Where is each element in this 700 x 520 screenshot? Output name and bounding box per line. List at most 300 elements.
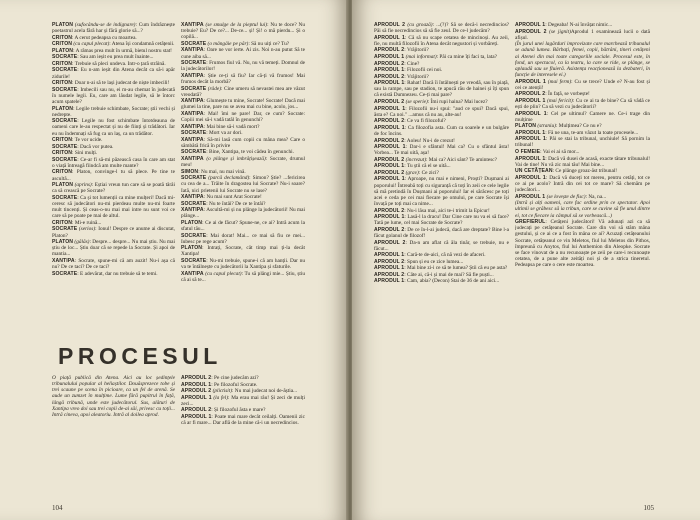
speaker-name: SOCRATE [52, 156, 78, 163]
speaker-name: CRITON [52, 219, 73, 226]
speaker-name: PLATON [181, 219, 203, 226]
line-text: : Cară-te de-aici, că nă vezi de afaceri. [404, 252, 486, 259]
dialogue-line [181, 149, 305, 155]
line-text: : Eștiai vreun tun care să se poată târâi ca să crească pe Socrate? [52, 182, 175, 195]
dialogue-line [515, 123, 650, 129]
dialogue-line [515, 130, 650, 136]
scene-description [52, 375, 175, 503]
dialogue-line [52, 144, 175, 150]
line-text: : Cine? [404, 60, 420, 67]
dialogue-line [515, 168, 650, 174]
line-text: : Mulțimea? Ce nu e? [555, 123, 602, 130]
speaker-name: PLATON [515, 123, 537, 130]
dialogue-line [515, 29, 650, 41]
line-text: : Ce zici? [418, 169, 439, 176]
dialogue-line [374, 214, 509, 226]
line-text: : Simon? Știe? ...fericirea cu cea de a... Trăite în dragostea lui Socrate? Nu-i soare? Iată, nici prietenii lui Socrate nu se lase? [181, 175, 305, 194]
speaker-name: CRITON [52, 34, 73, 41]
speaker-name: APRODUL 1 [374, 144, 406, 151]
speaker-name: APRODUL 2 [374, 22, 406, 28]
dialogue-line [374, 54, 509, 60]
line-text: : Ca și tot lumenții ca mine mulțeri! Dacă mi-ceresc să judecători nu-mi pierdeau multe nu-mi foarte mult tincenți. Și ceas-o-nu mai mai intre nu sunt voi ce care să pe poate pe mai de altul. [52, 194, 175, 220]
speaker-name: APRODUL 1 [515, 129, 546, 136]
line-text: : Că să nu scape cetatea de mincinoși. Au zeii, fie, nu multă filozofii în Atena decât negustori și vorbăreți. [374, 34, 509, 47]
speaker-name: SOCRATE [52, 226, 78, 233]
line-text: : Știe ce-ți să fiu? Iar că-ți vă frumos! Mai frumos decât la morbă? [181, 72, 305, 85]
line-text: : Tu știi că el se uită... [404, 163, 451, 170]
line-text: : Ce-ar fi să-mi păzească casa în care am stat o viață întreagă fiindcă am multe mante? [52, 156, 175, 169]
dialogue-line [52, 80, 175, 86]
speaker-name: APRODUL 1 [374, 278, 405, 285]
speaker-name: SOCRATE [52, 143, 78, 150]
line-text: : Ma erau mai rău! Și zeci de mulți zeci... [181, 394, 305, 407]
speaker-name: APRODUL 2 [374, 137, 405, 144]
dialogue-line [181, 245, 305, 257]
line-text: : Nu-mi trebuie, spune-i că am hanții. Dar nu va te întâlnește cu judecătorii la Xantipa și sfaturile. [181, 257, 305, 271]
line-text: : Cine umeru să nevastei mea are văzut vreodată? [181, 85, 305, 98]
dialogue-line [374, 170, 509, 176]
speaker-name: UN CETĂȚEAN [515, 168, 553, 175]
line-text: : Aoleu! Nu-i de crezut! [404, 137, 455, 144]
line-text: : Păi ca mine îți faci ta, lata? [436, 53, 497, 60]
line-text: : Îmi rupi haina? Mai lucez? [427, 99, 488, 105]
left-column-1 [52, 22, 175, 334]
line-text: : A rămas prea mult în urmă, bietul nostru stat! [73, 47, 172, 54]
line-text: : Păi se stai la tribunal, unchiule! Să pornim la tribunal! [515, 136, 650, 149]
line-text: : Spun și eu ce zice lumea... [404, 258, 464, 265]
speaker-name: SOCRATE [52, 118, 78, 125]
stage-direction: (aprins) [73, 182, 92, 189]
speaker-name: XANTIPA [181, 47, 204, 54]
line-text: : Nu mai sunt Arat Socrate! [203, 194, 262, 201]
line-text: : Socrate, drumul meu! [181, 155, 305, 169]
dialogue-line [181, 60, 305, 72]
page-number-right: 105 [643, 504, 654, 512]
speaker-name: APRODUL 1 [374, 252, 405, 259]
dialogue-line [374, 99, 509, 105]
speaker-name: PLATON [52, 239, 74, 246]
line-text: : Ce ai de făcut? Spune-ne, ce ai? Intră acum la sfatul tău... [181, 219, 305, 233]
line-text: : Ca filozofia asta. Cum ca soarele e un bulgăre de foc încins. [374, 124, 509, 137]
stage-direction: (cu capul plecat) [203, 270, 242, 277]
dialogue-line [374, 125, 509, 137]
speaker-name: APRODUL 1 [181, 381, 212, 388]
dialogue-line [515, 194, 650, 200]
line-text: : Cu ce ai ta de bine? Ca să vădă ce ești de plin? Ca să vezi cu judecătorii? [515, 97, 650, 110]
speaker-name: SOCRATE [181, 60, 207, 67]
speaker-name: XANTIPA [181, 270, 204, 277]
line-text: : Mai ca? Aici sânt? Te amintesc? [425, 156, 497, 163]
line-text: : Ce plânge groaz-ăst tribunal! [552, 168, 618, 175]
line-text: : Dacă vor putea. [77, 143, 114, 150]
dialogue-line [181, 124, 305, 130]
speaker-name: CRITON [52, 60, 73, 67]
line-text: : Frumos fiul vă. Nu, nu vă temeți. Domnul de la judecătorilor! [181, 60, 305, 73]
line-text: : Filozofii cei noi. [404, 67, 443, 74]
dialogue-line [515, 41, 650, 78]
dialogue-line [181, 207, 305, 219]
dialogue-line [52, 169, 175, 181]
dialogue-line [181, 388, 305, 394]
dialogue-line [374, 138, 509, 144]
speaker-name: APRODUL 2 [374, 47, 405, 54]
speaker-name: APRODUL 1 [515, 174, 546, 181]
speaker-name: APRODUL 1 [374, 124, 405, 131]
dialogue-line [181, 86, 305, 98]
line-text: : Pe filozoful Socrate. [211, 381, 258, 388]
dialogue-line [515, 136, 650, 148]
speaker-name: APRODUL 1 [374, 176, 405, 183]
line-text: : Nu mai judecat noi de-ăștia... [232, 388, 298, 395]
speaker-name: XANTIPA [181, 72, 204, 79]
dialogue-line [374, 163, 509, 169]
line-text: : Dacă vă dusei de acasă, exacte tătare tribunalul! Vai de tine! Nu vă zic mai tău! Mai bine... [515, 155, 650, 168]
dialogue-line [52, 48, 175, 54]
dialogue-line [374, 35, 509, 47]
speaker-name: APRODUL 2 [374, 169, 405, 176]
dialogue-line [374, 22, 509, 34]
speaker-name: APRODUL 1 [374, 53, 405, 60]
dialogue-line [374, 240, 509, 252]
line-text: : Glumește tu mine, Socrate! Socrate! Dacă mai glumei la tine, pare nu se avea mai cu bine, acolo, jos... [181, 98, 305, 111]
line-text: : Dar-i e sfântul! Mai ca? Cu o sfântul ăsta! Vorbea... Te mai uită, așa! [374, 144, 509, 157]
dialogue-line [181, 169, 305, 175]
line-text: : Rahat! Dacă îi întâlnești pe vreodă, sau în piață, sau la rampe, sau pe stadion, te apucă rău de hainei și îți spun că există Dumnezeu. Ce-ți mai pare? [374, 80, 509, 99]
line-text: : Trebuie să pleci undeva. Intr-o țară străină. [72, 60, 166, 67]
dialogue-line [52, 239, 175, 257]
dialogue-line [374, 259, 509, 265]
speaker-name: APRODUL 1 [515, 155, 546, 162]
line-text: : Socrate, spune-mi că am auzit! Nu-i așa că nu? De ce taci? De ce taci? [52, 257, 175, 271]
speaker-name: CRITON [52, 169, 73, 176]
dialogue-line [52, 182, 175, 194]
speaker-name: O FEMEIE [515, 149, 541, 156]
stage-direction: (la fel) [211, 394, 229, 401]
speaker-name: APRODUL 1 [374, 67, 405, 74]
line-text: : Legile trebuie schimbate, Socrate; știi vechi și nedrepte. [52, 105, 175, 118]
line-text: : Mai bine zi-i ce să te lumea? Știi că eu pe asta? [404, 265, 508, 272]
dialogue-line [374, 106, 509, 118]
dialogue-line [52, 67, 175, 79]
speaker-name: APRODUL 2 [515, 91, 546, 98]
right-column-2 [515, 22, 650, 488]
speaker-name: APRODUL 2 [374, 207, 405, 214]
stage-direction: (o plânge și imbrățișează) [203, 155, 266, 162]
speaker-name: PLATON [52, 22, 74, 28]
speaker-name: XANTIPA [181, 194, 204, 201]
dialogue-line [181, 73, 305, 85]
speaker-name: APRODUL 2 [515, 28, 547, 35]
speaker-name: SOCRATE [181, 175, 207, 182]
line-text: : Să nu uiți ce? Tu? [248, 40, 290, 47]
dialogue-line [374, 157, 509, 163]
dialogue-line [515, 91, 650, 97]
speaker-name: XANTIPA [181, 207, 204, 214]
stage-direction: (se sperie) [404, 99, 428, 105]
stage-direction: (mai informat) [404, 53, 437, 60]
speaker-name: APRODUL 2 [374, 99, 405, 105]
dialogue-line [181, 382, 305, 388]
line-text: : Nu te doce? Nu trebuie? Eu? De ce?... De-ce... și! Și! o mă pierdu... Și o copilă... [181, 22, 305, 41]
line-text: : Doar n-ai să te lași judecat de niște imbecili! [72, 80, 170, 87]
speaker-name: APRODUL 2 [374, 226, 405, 233]
line-text: : Poate mai mare decât ceilalți. Oamenii zic că ar fi mare... Dar află de la mine că-i un necredincios. [181, 413, 305, 427]
dialogue-line [374, 208, 509, 214]
speaker-name: XANTIPA [181, 98, 204, 105]
line-text: : Despre... despre... Nu mai știu. Nu mai știu de loc... Știu doar că se repede la Socrate. Și apoi de mantia... [52, 239, 175, 258]
dialogue-line [515, 149, 650, 155]
stage-direction: (cu capul plecat) [72, 41, 110, 48]
dialogue-line [515, 156, 650, 168]
dialogue-line [374, 74, 509, 80]
dialogue-line [181, 407, 305, 413]
speaker-name: CRITON [52, 150, 73, 157]
dialogue-line [52, 150, 175, 156]
line-text: : Vrăjitorii? [404, 47, 429, 54]
dialogue-line [52, 258, 175, 270]
speaker-name: APRODUL 2 [181, 375, 212, 381]
dialogue-line [515, 219, 650, 268]
line-text: : Platon, convinge-l tu să plece. Pe tine te ascultă... [52, 169, 175, 182]
line-text: : Mai! îmi ne pare! Dar, ce cum? Socrate: Copiii mei să-i vadă tatăl în genunchi? [181, 110, 305, 124]
stage-direction: (grav) [404, 169, 419, 176]
dialogue-line [181, 220, 305, 232]
dialogue-line [52, 137, 175, 143]
dialogue-line [181, 194, 305, 200]
dialogue-line [181, 414, 305, 426]
line-text: : Imbecili sau nu, ei m-au chemat în judecată în numele legii. Eu, care am lăudat legile, să le întorc acum spatele? [52, 86, 175, 105]
stage-direction: (se jignit) [546, 28, 571, 35]
speaker-name: APRODUL 2 [181, 388, 212, 395]
dialogue-line [374, 80, 509, 98]
stage-direction: (o mângâie pe păr) [206, 40, 249, 47]
speaker-name: SOCRATE [181, 149, 207, 156]
speaker-name: APRODUL 1 [374, 163, 405, 170]
line-text: : Nu-i lăsa mai, aici te-i trimit la Epicur! [404, 207, 490, 214]
dialogue-line [181, 375, 305, 381]
speaker-name: APRODUL 1 [374, 80, 405, 87]
line-text: : În față, se vorbește! [545, 91, 590, 98]
dialogue-line [374, 61, 509, 67]
right-column-1 [374, 22, 509, 488]
line-text: : Atena își condamnă cetățenii. [109, 41, 175, 48]
line-text: : Vrăjitorii? [404, 73, 429, 80]
line-text: : Mai bine să-i vadă mort? [203, 123, 260, 130]
dialogue-line [374, 265, 509, 271]
stage-direction: (încrezut) [404, 156, 426, 163]
dialogue-line [181, 258, 305, 270]
speaker-name: APRODUL 2 [374, 73, 405, 80]
dialogue-line [181, 395, 305, 407]
speaker-name: APRODUL 2 [374, 60, 405, 67]
dialogue-line [52, 87, 175, 105]
stage-direction: (plictisit) [211, 388, 232, 395]
left-column-2 [181, 22, 305, 334]
stage-direction: (râde) [206, 85, 221, 92]
speaker-name: XANTIPA [52, 257, 75, 264]
line-text: : Te vor ucide. [72, 137, 103, 144]
line-text: : Cam, abia? (Decon) Stai de 36 de ani aici... [404, 278, 500, 285]
dialogue-line [181, 22, 305, 40]
dialogue-line [374, 118, 509, 124]
stage-direction: (Intră și alți oameni, care fac ordine prin ce spectator. Apoi ultimii se grăbesc să ia tribun, care se cuvine să fie unul dintre ei, tot ce fiecare ia câmpul să se vorbească...) [515, 200, 650, 219]
line-text: : Pe cine judecăm azi? [211, 375, 259, 381]
stage-direction: (mai ferm) [545, 78, 572, 85]
dialogue-line [181, 271, 305, 283]
dialogue-line [52, 157, 175, 169]
line-text: : Cum îndrăznește poetastrul acela fără har și fără glorie să...? [52, 22, 175, 35]
line-text: : Tu să plângi mie... Știu, știu că ai să te... [181, 270, 305, 283]
speaker-name: SOCRATE [181, 130, 207, 137]
line-text: : Ascultă-mi și nu plânge la judecătorii! Nu mai plânge... [181, 207, 305, 220]
line-text: : Filozofii nu-i spui: "aud ce spui? Dacă spui, ăsta e? Ca noi." ...amus că nu au, alte-au! [374, 105, 509, 118]
line-text: : Vai ei ai să mor... [540, 149, 580, 156]
line-text: : Lasă-l la dracu! Dar Cine care nu va ei să face? Tată pe lume, cel mai Socrate de Socrate? [374, 214, 509, 227]
stage-direction: (serios) [77, 226, 96, 233]
scene-description-text: O piață publică din Atena. Aici au loc ședințele tribunalului popular al heliaștilor. Douăsprezece tobe și trei scaune pe scena în picioare, ca un fel de arenă. Se aude un zumzet în mulțime. Lume fără pupitrul în față, lângă tribună, unde este judecătorul. Sus, alături de Xantipa vreo doi sau trei copii de-ai săi, privesc cu toții... Intră cineva, apoi aleatoriu. Intră al doilea aprod. [52, 375, 175, 418]
stage-direction: (parcă declamând) [206, 175, 250, 182]
speaker-name: APRODUL 1 [374, 34, 405, 41]
dialogue-line [374, 144, 509, 156]
stage-direction: (straniu) [536, 123, 556, 130]
speaker-name: APRODUL 1 [515, 22, 546, 28]
line-text: : Ionul! Despre ce anume ai discutat, Platon? [52, 226, 175, 239]
line-text: : De ce în-l-ai judecă, dacă are dreptate? Bine l-a făcut golanul de filozof! [374, 226, 509, 239]
line-text: : ...(?)? Să se decă-i necredincios? Păi să fie necredincios să să fie zeul. De ce-l judecăm? [374, 22, 509, 35]
dialogue-line [181, 137, 305, 149]
dialogue-line [515, 175, 650, 193]
dialogue-line [374, 252, 509, 258]
speaker-name: APRODUL 1 [515, 97, 546, 104]
dialogue-line [181, 47, 305, 59]
left-page [0, 0, 348, 520]
line-text: : Degeaba! N-ai învățat nimic... [545, 22, 613, 28]
stage-direction: (cu groază) [405, 22, 433, 28]
line-text: : Nu te întâi? De ce te întâi? [206, 200, 266, 207]
speaker-name: SOCRATE [181, 200, 207, 207]
dialogue-line [515, 22, 650, 28]
line-text: : Mi-e ruină... [72, 219, 102, 226]
speaker-name: APRODUL 2 [374, 258, 405, 265]
speaker-name: APRODUL 1 [181, 413, 212, 420]
dialogue-line [374, 227, 509, 239]
dialogue-line [52, 226, 175, 238]
dialogue-line [181, 156, 305, 168]
speaker-name: CRITON [52, 137, 73, 144]
dialogue-line [181, 111, 305, 123]
line-text: : Cel pe ultimul? Camere ne. Ce-i trage din mulțime [515, 110, 650, 123]
dialogue-line [181, 233, 305, 245]
stage-direction: (se lovește de fisc) [545, 193, 586, 200]
speaker-name: PLATON [181, 245, 203, 252]
speaker-name: SOCRATE [181, 40, 207, 47]
line-text: : Mort va ar dori. [206, 130, 243, 137]
line-text: : Câte ai, că-i și mai de mai? Să fie puști... [404, 271, 494, 278]
speaker-name: SIMON [181, 168, 199, 175]
speaker-name: APRODUL 2 [374, 239, 406, 246]
dialogue-line [181, 41, 305, 47]
line-text: : Legile nu fost schimbate întotdeauna de oameni care le-au respectat și nu de ființi și trădători. Iar eu nu îndemnați să fug ca un laș, ca un trădător. [52, 118, 175, 137]
line-text: : Dacă vă duceți tot mereu, pentru cetăți, tot ce ce ai pe acolo? Intră din cei tot ce mare? Să chemăm pe judecători... [515, 174, 650, 194]
dialogue-line [52, 106, 175, 118]
dialogue-line [52, 41, 175, 47]
line-text: : E adevărat, dar nu trebuie să te temi. [77, 270, 158, 277]
dialogue-line [515, 98, 650, 110]
speaker-name: APRODUL 1 [374, 214, 405, 221]
speaker-name: PLATON [52, 105, 74, 112]
dialogue-line [515, 200, 650, 218]
speaker-name: SOCRATE [181, 257, 207, 264]
line-text: : Mai dorat! Mai... ce mai să fiu ce mei... Iubesc pe rege acum? [181, 232, 305, 245]
speaker-name: SOCRATE [52, 86, 78, 93]
dialogue-line [52, 35, 175, 41]
left-column-2-bottom [181, 375, 305, 503]
line-text: : Și filozoful ăsta e mare? [211, 407, 266, 414]
speaker-name: XANTIPA [181, 136, 204, 143]
speaker-name: APRODUL 2 [374, 156, 405, 163]
dialogue-line [52, 195, 175, 220]
line-text: : Na, na... [585, 193, 607, 200]
speaker-name: APRODUL 1 [515, 110, 547, 117]
speaker-name: SOCRATE [52, 194, 78, 201]
speaker-name: CRITON [52, 80, 73, 87]
stage-direction: (mai fericit) [545, 97, 573, 104]
dialogue-line [374, 278, 509, 284]
speaker-name: SOCRATE [181, 85, 207, 92]
dialogue-line [374, 67, 509, 73]
speaker-name: APRODUL 1 [515, 78, 546, 85]
dialogue-line [52, 54, 175, 60]
dialogue-line [52, 61, 175, 67]
page-number-left: 104 [52, 504, 63, 512]
dialogue-line [52, 118, 175, 136]
speaker-name: XANTIPA [181, 155, 204, 162]
line-text: : Fă ne una, te-am văzut la toate procesele... [545, 129, 639, 136]
speaker-name: APRODUL 1 [374, 105, 406, 112]
line-text: : A cerut pedeapsa cu moartea. [72, 34, 137, 41]
line-text: : Aproape, nu mai e nimeni, Proști? Dușmani ai poporului! Întreabă toți cu siguranță că toți în zeii ce cele legile să mă pretindă în Dușmani ai poporului! Iar ei sărăcesc pe toți acei e ceda pe cei mai fiecare pe omului, pe care Socrate își învață pe toți mai ca nime... [374, 176, 509, 208]
speaker-name: GREFIERUL [515, 219, 546, 226]
speaker-name: XANTIPA [181, 110, 204, 117]
line-text: : Nu mai, nu mai vină. [198, 168, 246, 175]
line-text: Aprodul 1 examinează lucii o dată afișul. [515, 28, 650, 41]
speaker-name: APRODUL 2 [374, 271, 405, 278]
dialogue-line [52, 271, 175, 277]
line-text: : Eu n-am ieșit din Atena decât ca să-i apăr zidurile! [52, 67, 175, 80]
speaker-name: XANTIPA [181, 22, 204, 28]
stage-direction: (gălăs) [73, 239, 90, 246]
dialogue-line [181, 175, 305, 193]
line-text: : Cu se trece? Unde e? N-au fost și cei ce atenții! [515, 78, 650, 91]
speaker-name: XANTIPA [181, 123, 204, 130]
dialogue-line [374, 47, 509, 53]
line-text: : Da-n am aflat că ăla tinăr, se trebuie, nu e făcut... [374, 239, 509, 252]
line-text: : Ce va fi filozoful? [404, 118, 446, 125]
speaker-name: SOCRATE [181, 232, 207, 239]
speaker-name: APRODUL 1 [374, 265, 405, 272]
line-text: : Intrați, Socrate, cât timp mai ți-la decât Xantipa! [181, 245, 305, 258]
speaker-name: SOCRATE [52, 54, 78, 61]
speaker-name: PLATON [52, 47, 74, 54]
line-text: : Sau am ieșit eu prea mult înainte... [77, 54, 154, 61]
speaker-name: PLATON [52, 182, 74, 189]
speaker-name: APRODUL 1 [515, 136, 546, 143]
dialogue-line [515, 111, 650, 123]
line-text: : Bine, Xantipa, te voi cădea în genunchi. [206, 149, 294, 156]
speaker-name: SOCRATE [52, 67, 78, 74]
line-text: : Cetățeni judecători! Vă adunați azi ca să judecați pe cetățeanul Socrate. Care din voi să stăm mâna gestului, și ce ai ce a fost în mâna ce ai? Acuzați cetățeanului Socrate, cetățeanul ce vin Meletos, fiul lui Meletos din Pithos, împreună cu Anytos, fiul lui Anthemion din Aleopke. Socrate se face vinovat de a nu recunoaște pe zeii pe care-i recunoaște cetatea, de a pune alte zeități noi și de a strica tineretul. Pedeapsa pe care o cere este moartea. [515, 219, 650, 269]
stage-direction: (se smulge de la pieptul lui) [203, 22, 268, 28]
